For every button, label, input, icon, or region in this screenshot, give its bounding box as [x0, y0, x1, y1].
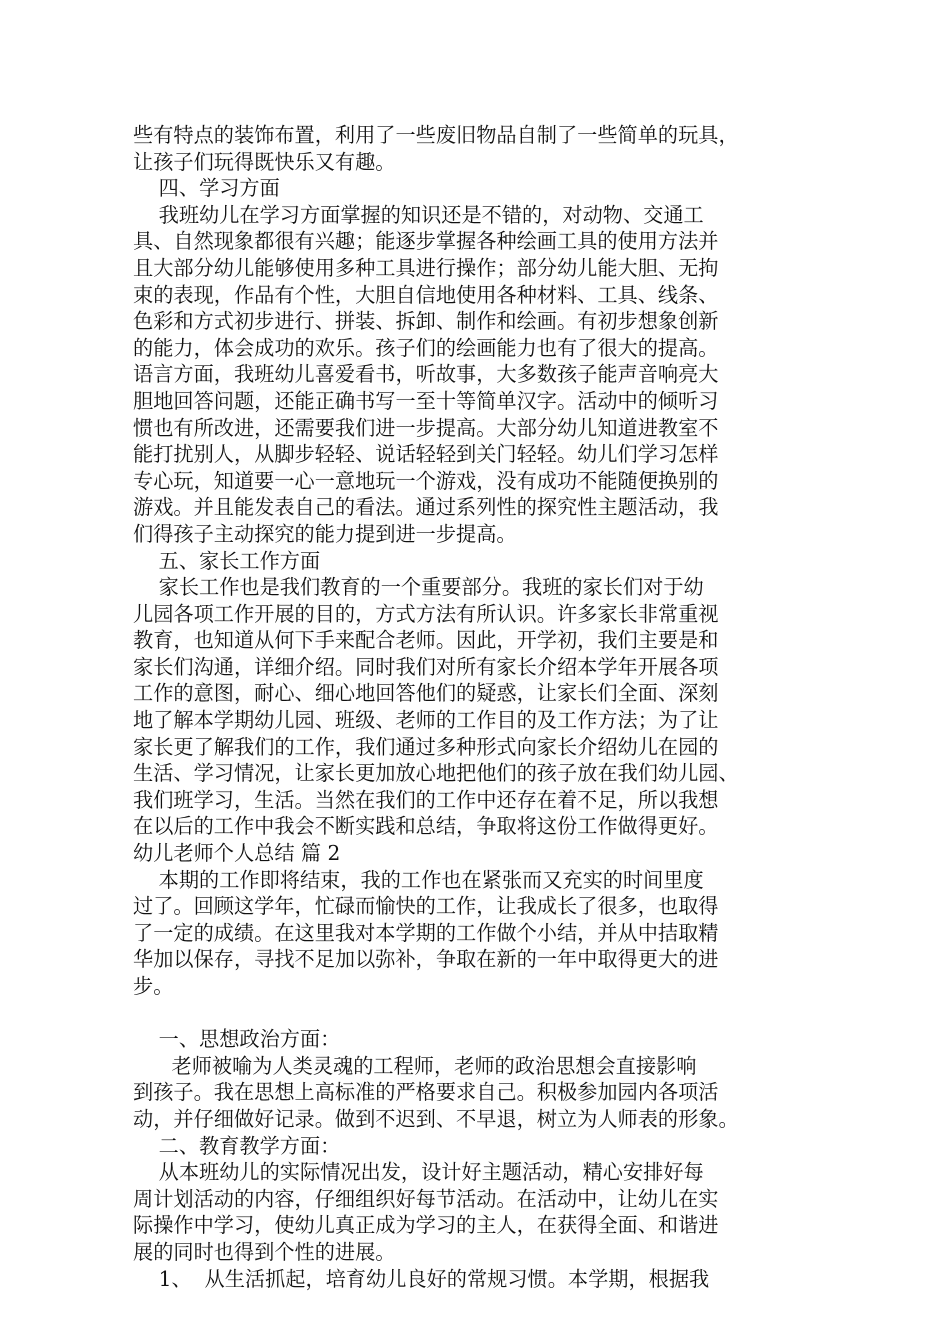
text-line: 儿园各项工作开展的目的，方式方法有所认识。许多家长非常重视	[133, 601, 719, 626]
text-line: 周计划活动的内容，仔细组织好每节活动。在活动中，让幼儿在实	[133, 1186, 719, 1211]
article-title: 幼儿老师个人总结 篇 2	[133, 841, 341, 866]
text-line: 家长工作也是我们教育的一个重要部分。我班的家长们对于幼	[133, 575, 704, 600]
text-line: 在以后的工作中我会不断实践和总结，争取将这份工作做得更好。	[133, 814, 719, 839]
text-line: 际操作中学习，使幼儿真正成为学习的主人，在获得全面、和谐进	[133, 1213, 719, 1238]
text-line: 束的表现，作品有个性，大胆自信地使用各种材料、工具、线条、	[133, 282, 719, 307]
text-line: 展的同时也得到个性的进展。	[133, 1239, 396, 1264]
text-line: 老师被喻为人类灵魂的工程师，老师的政治思想会直接影响	[133, 1053, 697, 1078]
section-heading: 一、思想政治方面：	[133, 1027, 341, 1052]
text-line: 教育，也知道从何下手来配合老师。因此，开学初，我们主要是和	[133, 628, 719, 653]
text-line: 步。	[133, 974, 174, 998]
text-line: 些有特点的装饰布置，利用了一些废旧物品自制了一些简单的玩具，	[133, 123, 739, 147]
text-line: 生活、学习情况，让家长更加放心地把他们的孩子放在我们幼儿园、	[133, 761, 739, 786]
text-line: 们得孩子主动探究的能力提到进一步提高。	[133, 521, 517, 546]
text-line: 语言方面，我班幼儿喜爱看书，听故事，大多数孩子能声音响亮大	[133, 362, 719, 387]
text-line: 动，并仔细做好记录。做到不迟到、不早退，树立为人师表的形象。	[133, 1106, 739, 1131]
text-line: 华加以保存，寻找不足加以弥补，争取在新的一年中取得更大的进	[133, 947, 719, 972]
text-line: 家长们沟通，详细介绍。同时我们对所有家长介绍本学年开展各项	[133, 654, 719, 679]
text-line: 专心玩，知道要一心一意地玩一个游戏，没有成功不能随便换别的	[133, 468, 719, 493]
section-heading: 四、学习方面	[133, 176, 280, 201]
blank-line	[133, 1000, 821, 1027]
text-line: 家长更了解我们的工作，我们通过多种形式向家长介绍幼儿在园的	[133, 734, 719, 759]
section-heading: 五、家长工作方面	[133, 548, 321, 573]
text-line: 具、自然现象都很有兴趣；能逐步掌握各种绘画工具的使用方法并	[133, 229, 719, 254]
section-heading: 二、教育教学方面：	[133, 1133, 341, 1158]
text-line: 游戏。并且能发表自己的看法。通过系列性的探究性主题活动，我	[133, 495, 719, 520]
text-line: 我班幼儿在学习方面掌握的知识还是不错的，对动物、交通工	[133, 202, 704, 227]
text-line: 1、 从生活抓起，培育幼儿良好的常规习惯。本学期，根据我	[133, 1266, 710, 1291]
text-line: 且大部分幼儿能够使用多种工具进行操作；部分幼儿能大胆、无拘	[133, 255, 719, 280]
document-body	[133, 122, 821, 1292]
text-line: 胆地回答问题，还能正确书写一至十等简单汉字。活动中的倾听习	[133, 388, 719, 413]
text-line: 惯也有所改进，还需要我们进一步提高。大部分幼儿知道进教室不	[133, 415, 719, 440]
text-line: 地了解本学期幼儿园、班级、老师的工作目的及工作方法；为了让	[133, 708, 719, 733]
text-line: 到孩子。我在思想上高标准的严格要求自己。积极参加园内各项活	[133, 1080, 719, 1105]
text-line: 工作的意图，耐心、细心地回答他们的疑惑，让家长们全面、深刻	[133, 681, 719, 706]
text-line: 本期的工作即将结束，我的工作也在紧张而又充实的时间里度	[133, 867, 704, 892]
text-line: 我们班学习，生活。当然在我们的工作中还存在着不足，所以我想	[133, 787, 719, 812]
text-line: 了一定的成绩。在这里我对本学期的工作做个小结，并从中拮取精	[133, 920, 719, 945]
text-line: 的能力，体会成功的欢乐。孩子们的绘画能力也有了很大的提高。	[133, 335, 719, 360]
text-line: 过了。回顾这学年，忙碌而愉快的工作，让我成长了很多，也取得	[133, 894, 719, 919]
text-line: 色彩和方式初步进行、拼装、拆卸、制作和绘画。有初步想象创新	[133, 309, 719, 334]
text-line: 让孩子们玩得既快乐又有趣。	[133, 149, 396, 174]
text-line: 能打扰别人，从脚步轻轻、说话轻轻到关门轻轻。幼儿们学习怎样	[133, 442, 719, 467]
text-line: 从本班幼儿的实际情况出发，设计好主题活动，精心安排好每	[133, 1160, 704, 1185]
